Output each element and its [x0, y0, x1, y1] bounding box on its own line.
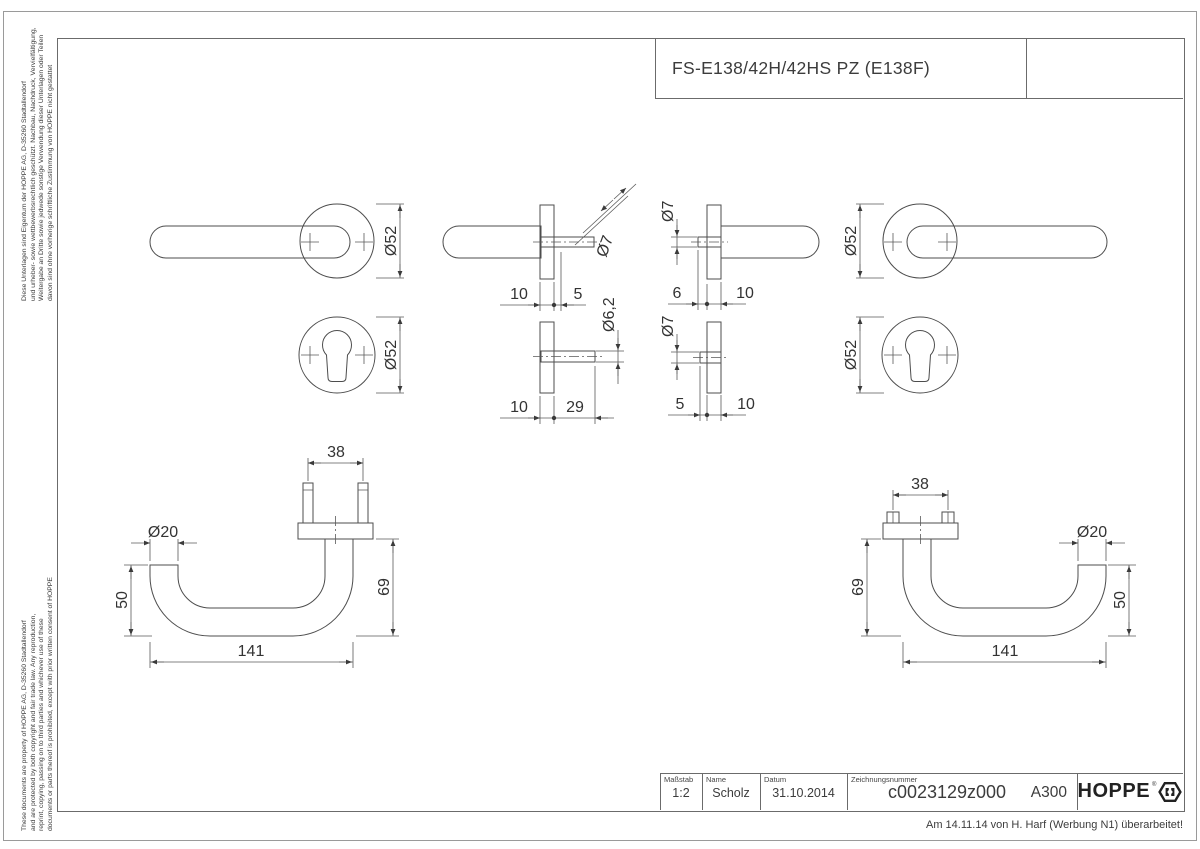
- name-value: Scholz: [712, 786, 750, 800]
- name-cell: [702, 773, 760, 810]
- dim-label: 10: [737, 396, 755, 413]
- brand-cell: [1077, 773, 1183, 810]
- dim-label: 6: [672, 285, 682, 302]
- dim-label: 50: [1112, 591, 1129, 609]
- dim-label: 69: [850, 578, 867, 596]
- dim-label: 38: [327, 444, 345, 461]
- revision-footnote: Am 14.11.14 von H. Harf (Werbung N1) überarbeitet!: [926, 819, 1183, 831]
- drawing-title: FS-E138/42H/42HS PZ (E138F): [672, 58, 931, 78]
- dim-label: Ø52: [843, 225, 860, 257]
- legal-text-german: Diese Unterlagen sind Eigentum der HOPPE AG, D-35260 Stadtallendorf und urheber- sowie wettbewerbsrechtlich geschützt. Nachbau, Nachdruck, Vervielfältigung, Weitergabe an Dritte sowie jedwede sonstige Verwendung dieser Unterlagen oder Teilen davon sind ohne vorherige schriftliche Zustimmung von HOPPE nicht gestattet: [21, 27, 54, 301]
- drawing-code: A300: [1030, 784, 1067, 801]
- hoppe-hexagon-icon: [1158, 781, 1182, 803]
- dim-label: Ø52: [843, 339, 860, 371]
- dim-label: Ø52: [383, 225, 400, 257]
- dim-label: 10: [736, 285, 754, 302]
- date-cell: [760, 773, 847, 810]
- dim-label: 10: [510, 286, 528, 303]
- drawing-number-label: Zeichnungsnummer: [851, 775, 918, 784]
- dim-label: 69: [376, 578, 393, 596]
- brand-wordmark: HOPPE: [1077, 780, 1151, 802]
- legal-text-english: These documents are property of HOPPE AG, D-35260 Stadtallendorf and are protected by both copyright and fair trade law. Any reproduction, reprint, copying, passing on to third parties and whichever use of these documents or parts thereof is prohibited, except with prior written consent of HOPPE: [21, 577, 54, 831]
- dim-label: Ø7: [593, 233, 618, 260]
- scale-value: 1:2: [672, 786, 690, 800]
- dim-label: 5: [573, 286, 583, 303]
- date-label: Datum: [764, 775, 787, 784]
- dim-label: 5: [675, 396, 685, 413]
- dim-label: 50: [114, 591, 131, 609]
- dim-label: 141: [237, 643, 265, 660]
- title-box-underline: [655, 98, 1183, 99]
- scale-cell: [660, 773, 702, 810]
- drawing-frame: [57, 38, 1185, 812]
- drawing-number-value: c0023129z000: [887, 782, 1007, 802]
- date-value: 31.10.2014: [772, 786, 835, 800]
- title-box-empty-cell: [1026, 39, 1184, 98]
- dim-label: Ø20: [1076, 524, 1108, 541]
- dim-label: 38: [911, 476, 929, 493]
- name-label: Name: [706, 775, 727, 784]
- scale-label: Maßstab: [664, 775, 694, 784]
- dim-label: Ø20: [147, 524, 179, 541]
- dim-label: Ø7: [660, 315, 677, 337]
- dim-label: 141: [991, 643, 1019, 660]
- drawing-number-cell: [847, 773, 1077, 810]
- dim-label: Ø52: [383, 339, 400, 371]
- dim-label: 10: [510, 399, 528, 416]
- dim-label: 29: [566, 399, 584, 416]
- dim-label: Ø7: [660, 200, 677, 222]
- registered-mark: ®: [1152, 781, 1157, 788]
- dim-label: Ø6,2: [601, 297, 618, 332]
